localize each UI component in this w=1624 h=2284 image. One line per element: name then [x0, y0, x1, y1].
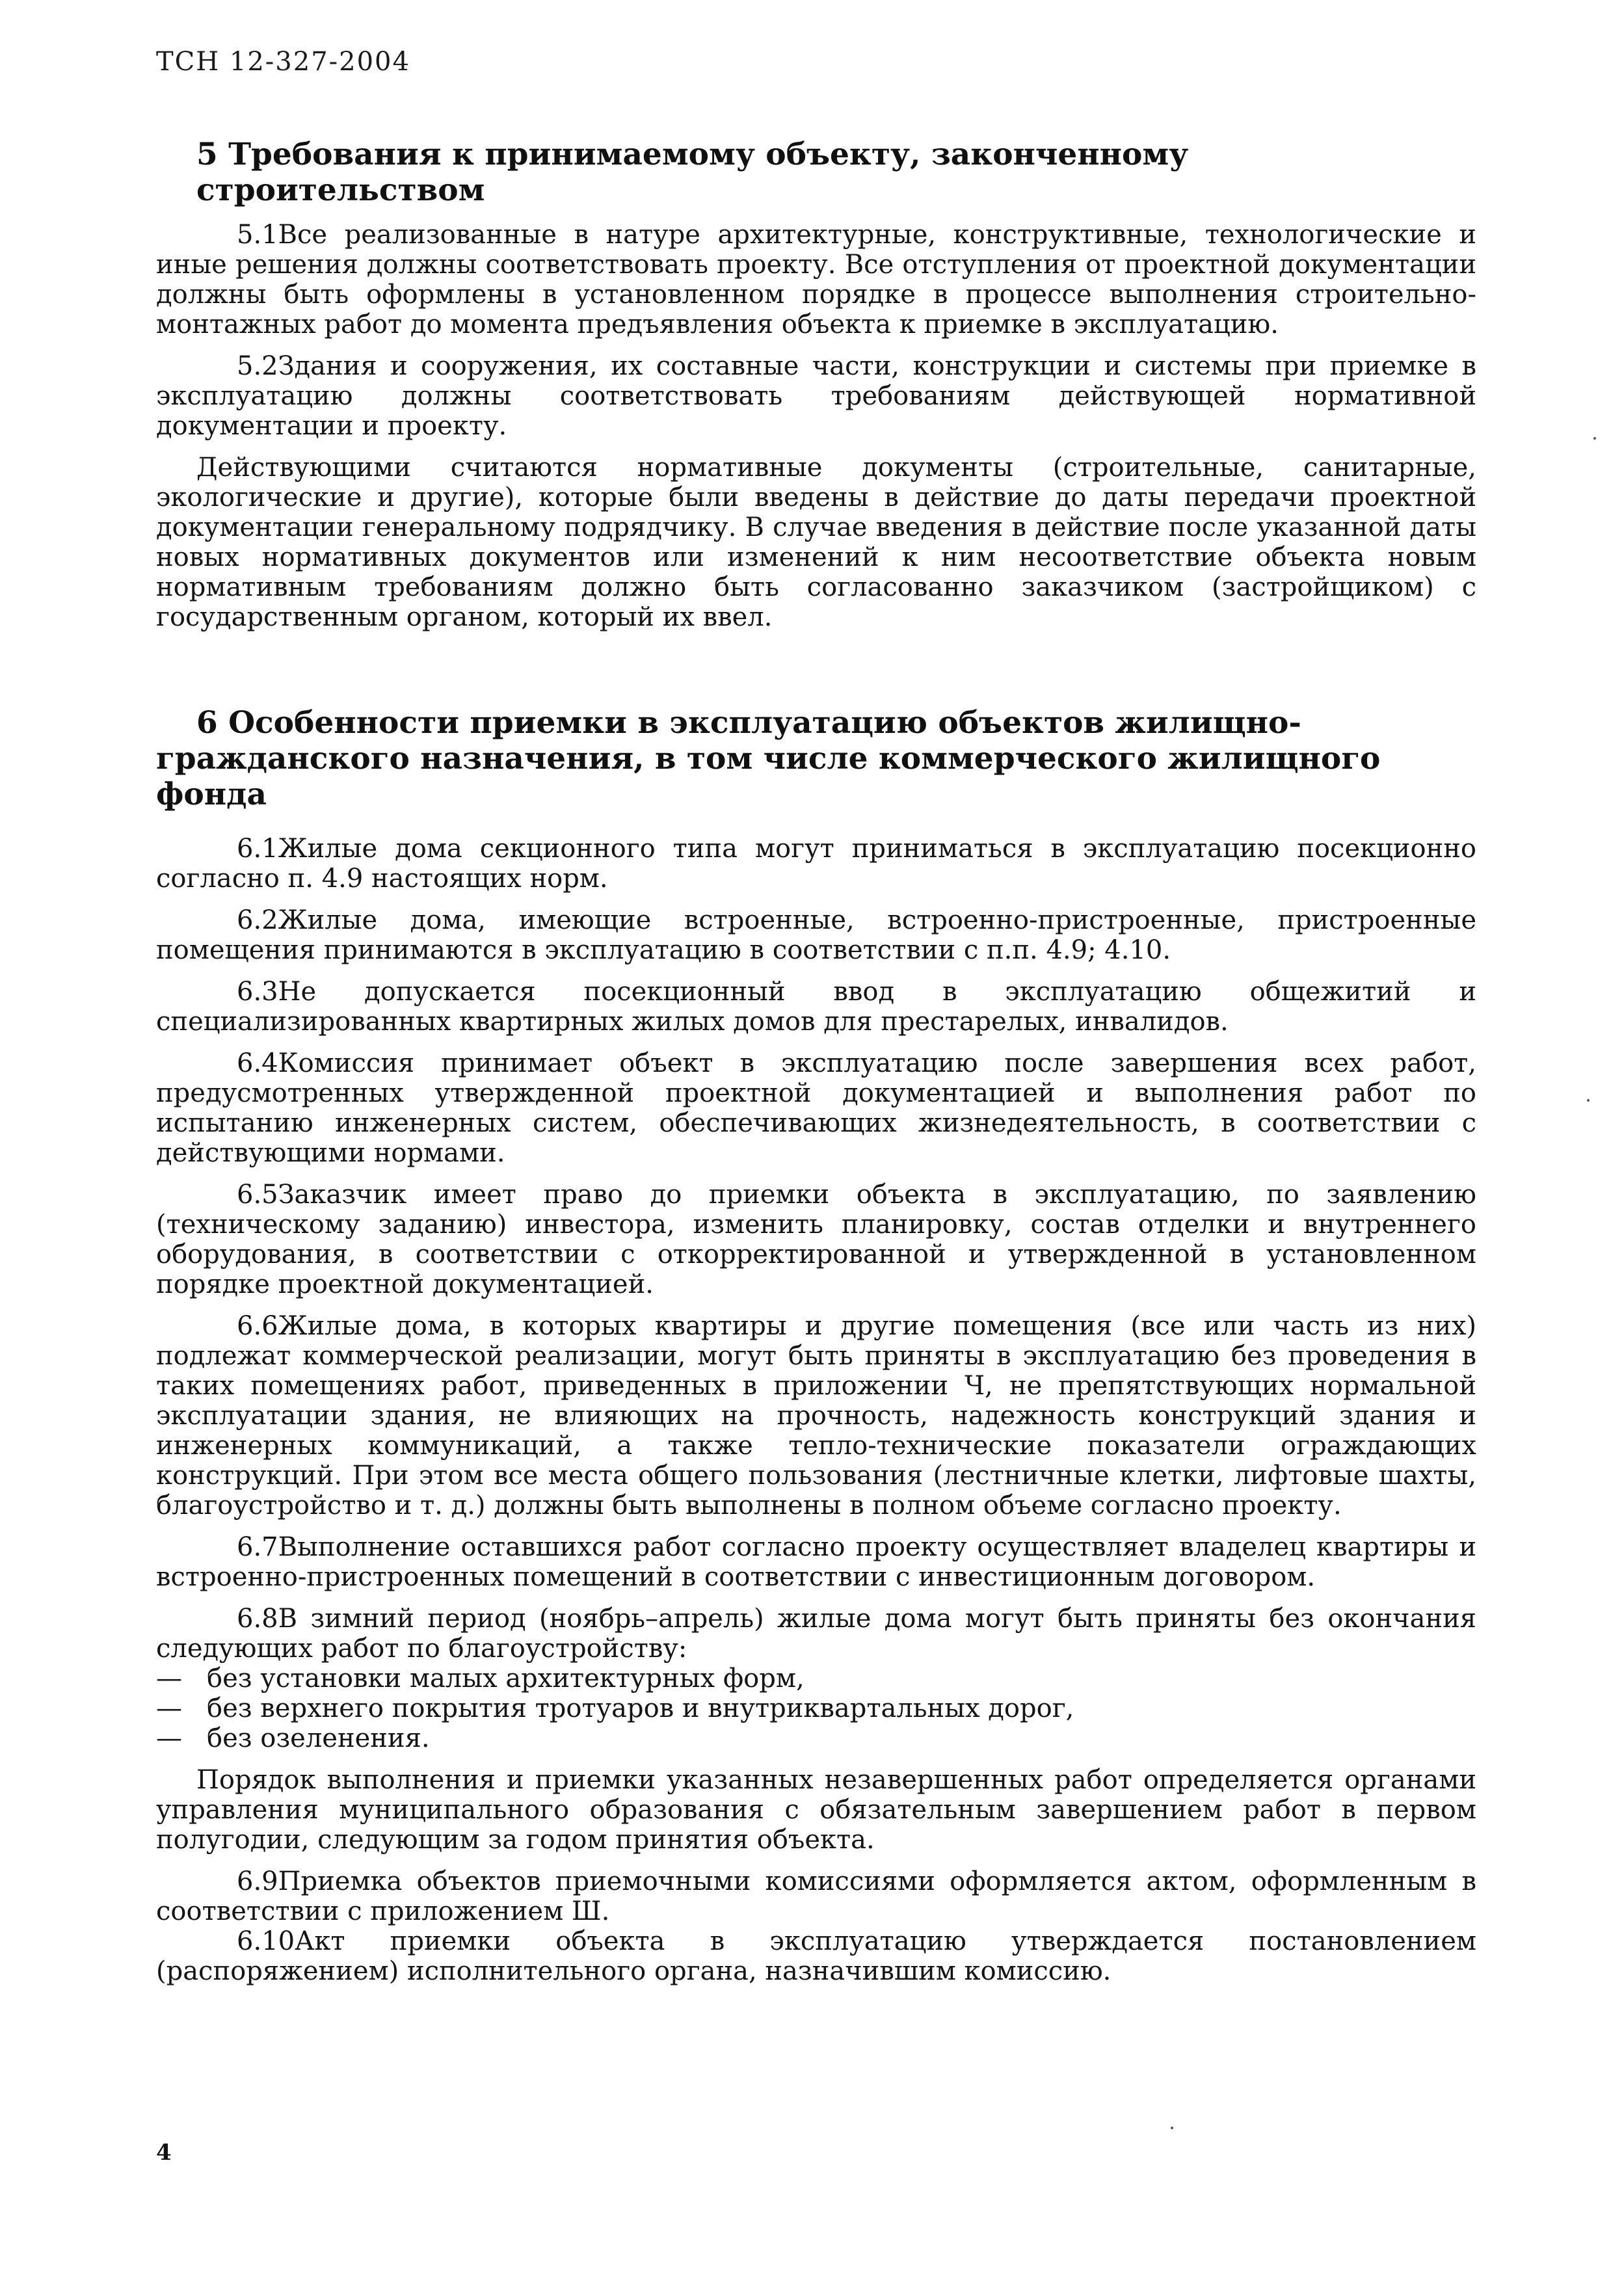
paragraph-6-3 — [156, 977, 1476, 1037]
paragraph-6-5 — [156, 1180, 1476, 1299]
paragraph-text: Жилые дома, имеющие встроенные, встроенно-пристроенные, пристроенные помещения принимаются в эксплуатацию в соответствии с п.п. 4.9; 4.10. — [156, 905, 1476, 965]
document-page — [156, 39, 1476, 2250]
paragraph-number: 6.3 — [237, 977, 278, 1007]
paragraph-number: 6.9 — [237, 1866, 278, 1896]
paragraph-number: 6.2 — [237, 905, 278, 935]
paragraph-6-8 — [156, 1604, 1476, 1664]
scan-speck — [1587, 1099, 1590, 1102]
paragraph-text: Все реализованные в натуре архитектурные, конструктивные, технологические и иные решения должны соответствовать проекту. Все отступления от проектной документации должны быть оформлены в установленном порядке в процессе выполнения строительно-монтажных работ до момента предъявления объекта к приемке в эксплуатацию. — [156, 220, 1476, 339]
paragraph-number: 6.6 — [237, 1311, 278, 1341]
paragraph-6-9 — [156, 1866, 1476, 1926]
paragraph-6-1 — [156, 834, 1476, 894]
paragraph-number: 6.4 — [237, 1048, 278, 1078]
list-item — [156, 1693, 1476, 1723]
list-dash: — — [156, 1723, 182, 1753]
list-item-text: без озеленения. — [207, 1723, 430, 1753]
paragraph-text: Жилые дома секционного типа могут приниматься в эксплуатацию посекционно согласно п. 4.9 настоящих норм. — [156, 834, 1476, 894]
paragraph-5-2-continued: Действующими считаются нормативные документы (строительные, санитарные, экологические и другие), которые были введены в действие до даты передачи проектной документации генеральному подрядчику. В случае введения в действие после указанной даты новых нормативных документов или изменений к ним несоответствие объекта новым нормативным требованиям должно быть согласованно заказчиком (застройщиком) с государственным органом, который их ввел. — [156, 453, 1476, 632]
list-dash: — — [156, 1693, 182, 1723]
section-6-body — [156, 834, 1476, 1986]
scan-speck — [1593, 437, 1596, 440]
paragraph-text: Жилые дома, в которых квартиры и другие помещения (все или часть из них) подлежат коммерческой реализации, могут быть приняты в эксплуатацию без проведения в таких помещениях работ, приведенных в приложении Ч, не препятствующих нормальной эксплуатации здания, не влияющих на прочность, надежность конструкций здания и инженерных коммуникаций, а также тепло-технические показатели ограждающих конструкций. При этом все места общего пользования (лестничные клетки, лифтовые шахты, благоустройство и т. д.) должны быть выполнены в полном объеме согласно проекту. — [156, 1311, 1476, 1520]
paragraph-text: Здания и сооружения, их составные части, конструкции и системы при приемке в эксплуатацию должны соответствовать требованиям действующей нормативной документации и проекту. — [156, 351, 1476, 441]
paragraph-number: 6.1 — [237, 834, 278, 864]
page-number: 4 — [156, 2140, 172, 2166]
paragraph-text: Приемка объектов приемочными комиссиями оформляется актом, оформленным в соответствии с приложением Ш. — [156, 1866, 1476, 1926]
landscaping-works-list — [156, 1664, 1476, 1753]
paragraph-text: Выполнение оставшихся работ согласно проекту осуществляет владелец квартиры и встроенно-пристроенных помещений в соответствии с инвестиционным договором. — [156, 1532, 1476, 1592]
paragraph-6-7 — [156, 1532, 1476, 1592]
paragraph-5-1 — [156, 220, 1476, 339]
paragraph-number: 5.2 — [237, 351, 278, 381]
paragraph-5-2 — [156, 351, 1476, 441]
list-item — [156, 1664, 1476, 1693]
section-6-heading: 6 Особенности приемки в эксплуатацию объектов жилищно-гражданского назначения, в том числе коммерческого жилищного фонда — [156, 705, 1381, 812]
list-item — [156, 1723, 1476, 1753]
paragraph-number: 6.7 — [237, 1532, 278, 1562]
section-5-heading: 5 Требования к принимаемому объекту, законченному строительством — [196, 137, 1189, 208]
paragraph-6-6 — [156, 1311, 1476, 1520]
paragraph-text: Акт приемки объекта в эксплуатацию утверждается постановлением (распоряжением) исполнительного органа, назначившим комиссию. — [156, 1926, 1476, 1986]
paragraph-number: 5.1 — [237, 220, 278, 250]
list-item-text: без установки малых архитектурных форм, — [207, 1664, 805, 1693]
list-dash: — — [156, 1664, 182, 1693]
document-code: ТСН 12-327-2004 — [156, 47, 410, 77]
paragraph-text: Не допускается посекционный ввод в эксплуатацию общежитий и специализированных квартирных жилых домов для престарелых, инвалидов. — [156, 977, 1476, 1037]
paragraph-6-10 — [156, 1926, 1476, 1986]
section-6 — [156, 705, 1476, 812]
paragraph-text: Заказчик имеет право до приемки объекта в эксплуатацию, по заявлению (техническому заданию) инвестора, изменить планировку, состав отделки и внутреннего оборудования, в соответствии с откорректированной и утвержденной в установленном порядке проектной документацией. — [156, 1180, 1476, 1299]
list-item-text: без верхнего покрытия тротуаров и внутриквартальных дорог, — [207, 1693, 1074, 1723]
paragraph-6-2 — [156, 905, 1476, 965]
paragraph-number: 6.10 — [237, 1926, 295, 1956]
paragraph-text: Комиссия принимает объект в эксплуатацию после завершения всех работ, предусмотренных утвержденной проектной документацией и выполнения работ по испытанию инженерных систем, обеспечивающих жизнедеятельность, в соответствии с действующими нормами. — [156, 1048, 1476, 1168]
paragraph-6-4 — [156, 1048, 1476, 1168]
paragraph-number: 6.5 — [237, 1180, 278, 1210]
paragraph-text: В зимний период (ноябрь–апрель) жилые дома могут быть приняты без окончания следующих работ по благоустройству: — [156, 1604, 1476, 1664]
scan-speck — [1171, 2127, 1173, 2129]
section-5-body — [156, 220, 1476, 632]
paragraph-number: 6.8 — [237, 1604, 278, 1634]
paragraph-6-8-continued: Порядок выполнения и приемки указанных незавершенных работ определяется органами управления муниципального образования с обязательным завершением работ в первом полугодии, следующим за годом принятия объекта. — [156, 1765, 1476, 1855]
section-5 — [156, 137, 1476, 208]
